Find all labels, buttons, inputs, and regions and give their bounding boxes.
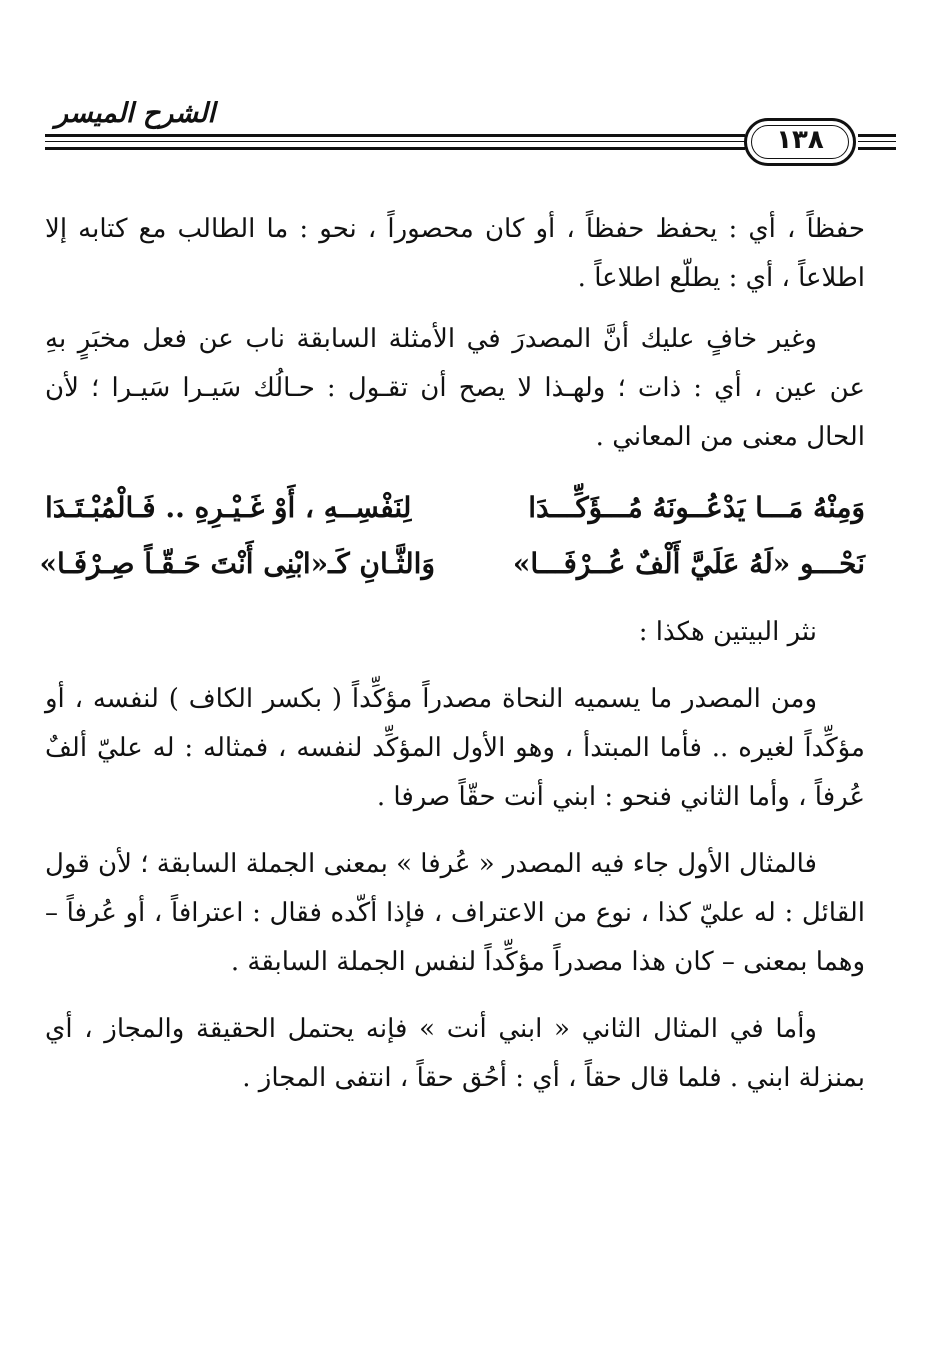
header-rule [45, 147, 745, 150]
section-heading: نثر البيتين هكذا : [638, 617, 817, 647]
body-text [39, 205, 865, 1121]
page-number-badge [744, 118, 856, 166]
verse-first-hemistich: نَحْـــو «لَهُ عَلَيَّ أَلْفٌ عُــرْفَـــا» [512, 547, 865, 580]
paragraph: وغير خافٍ عليك أنَّ المصدرَ في الأمثلة السابقة ناب عن فعل مخبَرٍ بهِ عن عين ، أي : ذات ؛ ولهـذا لا يصح أن تقـول : حـالُك سَيـرا سَيـرا ؛ لأن الحال معنى من المعاني . [45, 324, 865, 452]
paragraph: ومن المصدر ما يسميه النحاة مصدراً مؤكِّداً ( بكسر الكاف ) لنفسه ، أو مؤكِّداً لغيره .. فأما المبتدأ ، وهو الأول المؤكِّد لنفسه ، فمثاله : له عليّ ألفٌ عُرفاً ، وأما الثاني فنحو : ابني أنت حقّاً صرفا . [45, 684, 865, 812]
header-rule [45, 134, 745, 137]
page-number: ١٣٨ [776, 125, 824, 155]
header-rule [858, 141, 896, 142]
verse-second-hemistich: لِنَفْسِــهِ ، أَوْ غَـيْـرِهِ .. فَـالْمُبْـتَـدَا [45, 491, 412, 524]
verse-first-hemistich: وَمِنْهُ مَـــا يَدْعُــونَهُ مُـــؤَكِّـــدَا [528, 491, 865, 524]
verse-line [45, 480, 865, 536]
verse-second-hemistich: وَالثَّـانِ كَـ«ابْنِى أَنْتَ حَـقّـاً صِـرْفَـا» [39, 547, 435, 580]
paragraph: وأما في المثال الثاني « ابني أنت » فإنه يحتمل الحقيقة والمجاز ، أي بمنزلة ابني . فلما قال حقاً ، أي : أحُق حقاً ، انتفى المجاز . [45, 1014, 865, 1093]
header-rule [858, 147, 896, 150]
paragraph: فالمثال الأول جاء فيه المصدر « عُرفا » بمعنى الجملة السابقة ؛ لأن قول القائل : له عليّ كذا ، نوع من الاعتراف ، فإذا أكّده فقال : اعترافاً ، أو عُرفاً – وهما بمعنى – كان هذا مصدراً مؤكِّداً لنفس الجملة السابقة . [45, 849, 865, 977]
header-rule [45, 141, 745, 142]
verse-line [39, 536, 865, 592]
poem-verses [39, 480, 865, 592]
header-rule [858, 134, 896, 137]
running-title: الشرح الميسر [55, 98, 216, 129]
paragraph: حفظاً ، أي : يحفظ حفظاً ، أو كان محصوراً ، نحو : ما الطالب مع كتابه إلا اطلاعاً ، أي : يطلّع اطلاعاً . [45, 214, 865, 293]
